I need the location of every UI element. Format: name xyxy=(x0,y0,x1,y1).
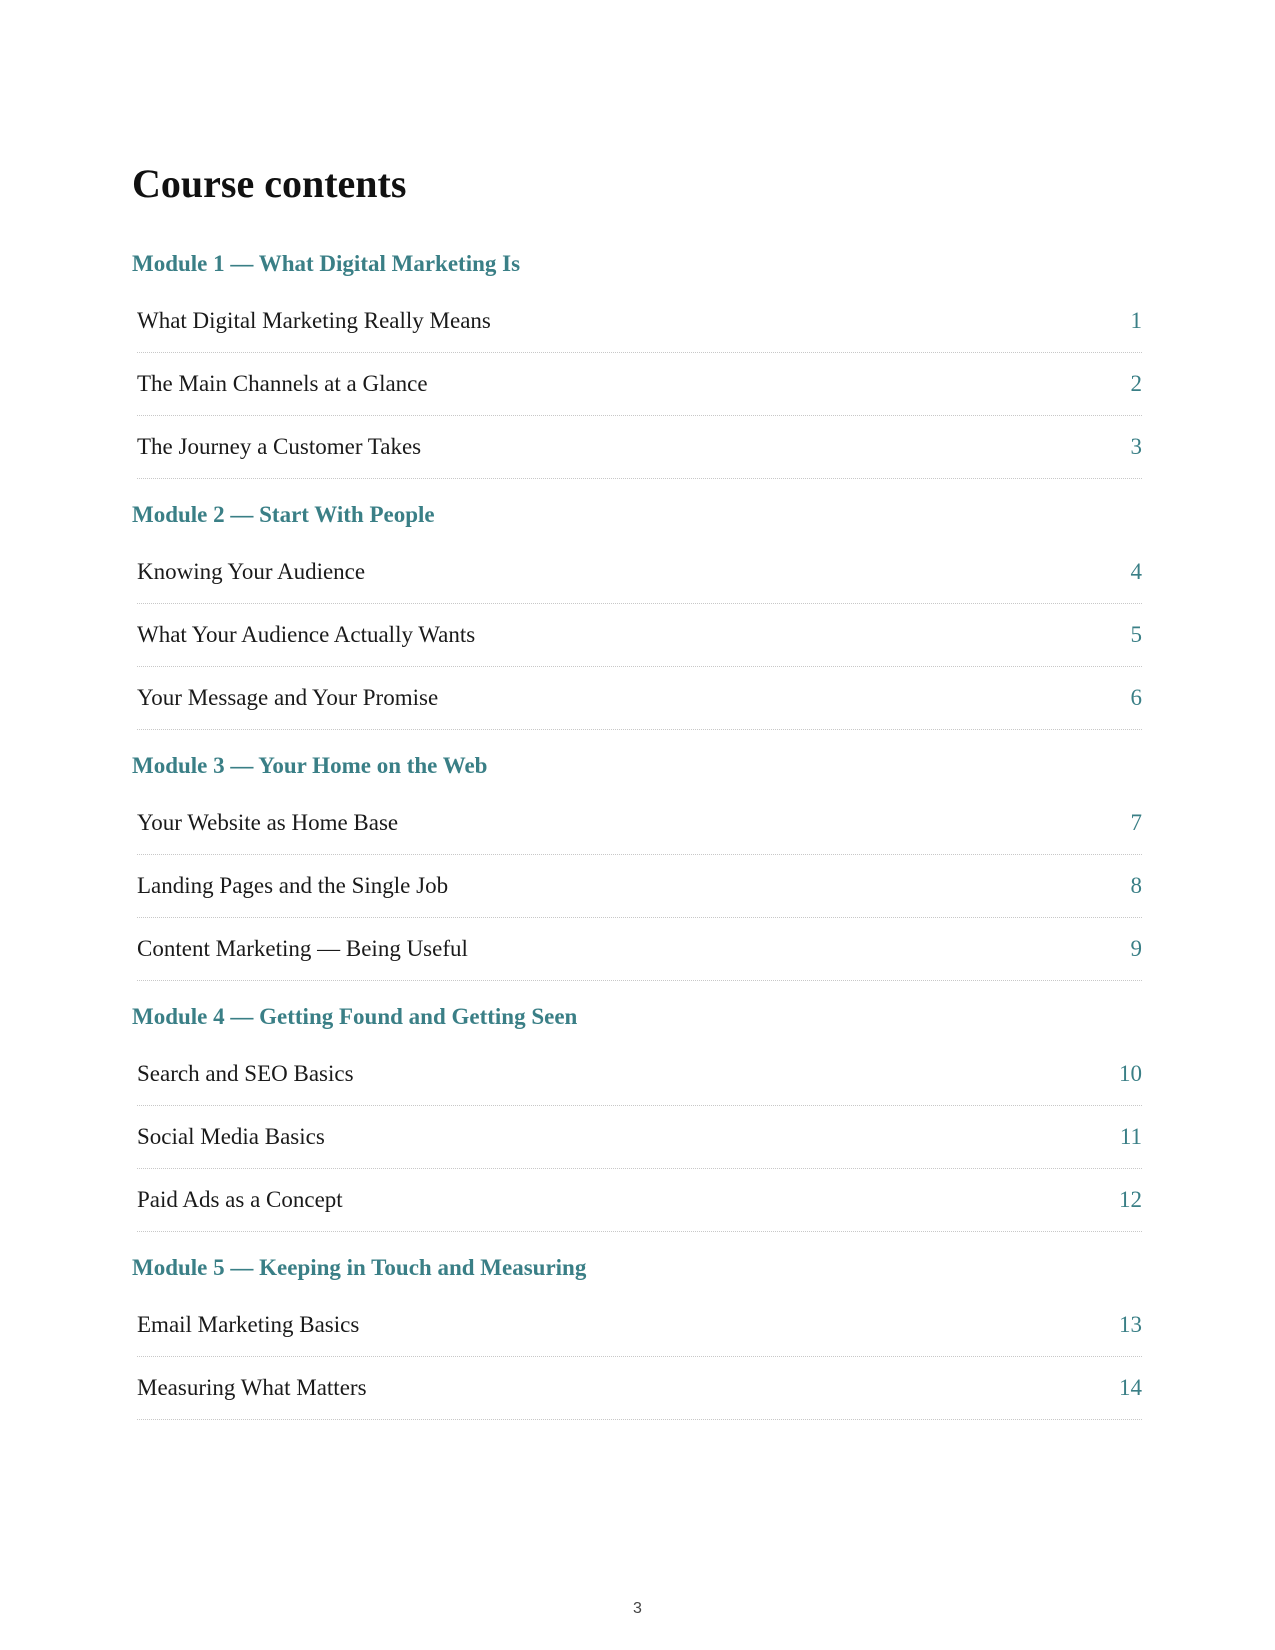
entry-page-number[interactable]: 8 xyxy=(1130,873,1142,898)
module-1 xyxy=(132,249,1142,479)
toc-entry[interactable] xyxy=(137,855,1142,918)
entry-title[interactable]: Knowing Your Audience xyxy=(137,559,366,584)
entry-title[interactable]: Paid Ads as a Concept xyxy=(137,1187,343,1212)
entry-page-number[interactable]: 6 xyxy=(1130,685,1142,710)
entry-page-number[interactable]: 7 xyxy=(1130,810,1142,835)
entry-title[interactable]: Your Message and Your Promise xyxy=(137,685,439,710)
entry-page-number[interactable]: 14 xyxy=(1119,1375,1142,1400)
module-heading: Module 2 — Start With People xyxy=(132,502,435,527)
entry-title[interactable]: Content Marketing — Being Useful xyxy=(137,936,468,961)
entry-title[interactable]: Search and SEO Basics xyxy=(137,1061,354,1086)
entry-page-number[interactable]: 5 xyxy=(1130,622,1142,647)
module-heading: Module 4 — Getting Found and Getting Seen xyxy=(132,1004,578,1029)
toc-entry[interactable] xyxy=(137,1357,1142,1420)
entry-title[interactable]: The Journey a Customer Takes xyxy=(137,434,422,459)
module-heading: Module 1 — What Digital Marketing Is xyxy=(132,251,521,276)
toc-entry[interactable] xyxy=(137,792,1142,855)
entry-page-number[interactable]: 1 xyxy=(1130,308,1142,333)
module-heading: Module 5 — Keeping in Touch and Measuring xyxy=(132,1255,587,1280)
toc-entry[interactable] xyxy=(137,918,1142,981)
entry-page-number[interactable]: 12 xyxy=(1119,1187,1142,1212)
entry-page-number[interactable]: 2 xyxy=(1130,371,1142,396)
entry-page-number[interactable]: 3 xyxy=(1130,434,1142,459)
entry-page-number[interactable]: 4 xyxy=(1130,559,1142,584)
entry-title[interactable]: What Digital Marketing Really Means xyxy=(137,308,491,333)
module-2 xyxy=(132,500,1142,730)
entry-page-number[interactable]: 9 xyxy=(1130,936,1142,961)
page-number: 3 xyxy=(633,1600,642,1617)
toc-entry[interactable] xyxy=(137,667,1142,730)
module-4 xyxy=(132,1002,1142,1232)
toc-entry[interactable] xyxy=(137,290,1142,353)
toc-entry[interactable] xyxy=(137,1043,1142,1106)
page-title: Course contents xyxy=(132,161,407,206)
toc-entry[interactable] xyxy=(137,541,1142,604)
module-heading: Module 3 — Your Home on the Web xyxy=(132,753,488,778)
module-5 xyxy=(132,1253,1142,1420)
entry-title[interactable]: Landing Pages and the Single Job xyxy=(137,873,449,898)
entry-page-number[interactable]: 11 xyxy=(1119,1124,1142,1149)
toc-entry[interactable] xyxy=(137,604,1142,667)
entry-title[interactable]: Measuring What Matters xyxy=(137,1375,367,1400)
entry-title[interactable]: Social Media Basics xyxy=(137,1124,325,1149)
toc-entry[interactable] xyxy=(137,1106,1142,1169)
toc-entry[interactable] xyxy=(137,353,1142,416)
toc-entry[interactable] xyxy=(137,1169,1142,1232)
toc-entry[interactable] xyxy=(137,1294,1142,1357)
entry-page-number[interactable]: 13 xyxy=(1119,1312,1142,1337)
table-of-contents xyxy=(132,160,1142,1441)
toc-entry[interactable] xyxy=(137,416,1142,479)
entry-title[interactable]: What Your Audience Actually Wants xyxy=(137,622,476,647)
entry-title[interactable]: Your Website as Home Base xyxy=(137,810,399,835)
entry-title[interactable]: Email Marketing Basics xyxy=(137,1312,360,1337)
module-3 xyxy=(132,751,1142,981)
entry-page-number[interactable]: 10 xyxy=(1119,1061,1142,1086)
entry-title[interactable]: The Main Channels at a Glance xyxy=(137,371,428,396)
